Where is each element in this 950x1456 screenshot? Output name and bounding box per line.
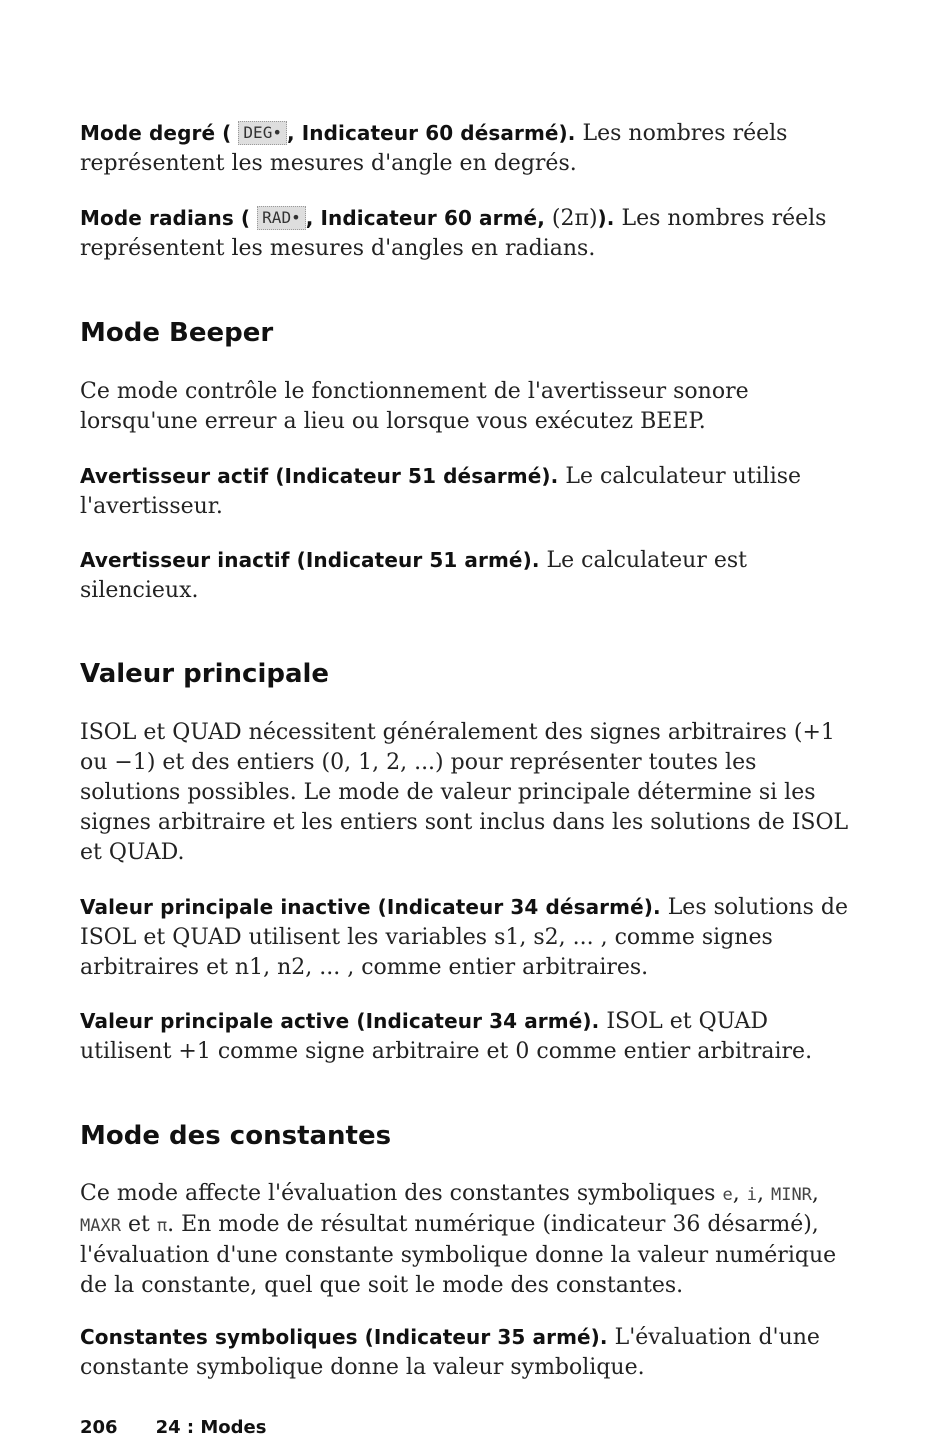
- constant-i: i: [746, 1185, 757, 1205]
- constants-intro-text-2: et: [127, 1212, 150, 1237]
- radians-mode-close: ).: [597, 206, 615, 230]
- radians-mode-paragraph: [80, 203, 860, 264]
- degree-mode-label: Mode degré (: [80, 121, 232, 145]
- principal-on-label: Valeur principale active (Indicateur 34 armé).: [80, 1009, 600, 1033]
- beeper-intro: Ce mode contrôle le fonctionnement de l'avertisseur sonore lorsqu'une erreur a lieu ou lorsque vous exécutez BEEP.: [80, 379, 749, 434]
- beeper-off-label: Avertisseur inactif (Indicateur 51 armé).: [80, 548, 540, 572]
- constants-sep-3: ,: [811, 1181, 819, 1206]
- degree-mode-paragraph: [80, 118, 860, 179]
- principal-intro: ISOL et QUAD nécessitent généralement des signes arbitraires (+1 ou −1) et des entiers (0, 1, 2, ...) pour représenter toutes les solutions possibles. Le mode de valeur principale détermine si les signes arbitraire et les entiers sont inclus dans les solutions de ISOL et QUAD.: [80, 720, 849, 865]
- page-number: 206: [80, 1417, 118, 1438]
- constant-pi: π: [156, 1216, 168, 1236]
- constants-intro-text-1: Ce mode affecte l'évaluation des constantes symboliques: [80, 1181, 716, 1206]
- principal-on-paragraph: [80, 1006, 860, 1067]
- radians-mode-label: Mode radians (: [80, 206, 251, 230]
- constants-intro-text-3: . En mode de résultat numérique (indicateur 36 désarmé), l'évaluation d'une constante symbolique donne la valeur numérique de la constante, quel que soit le mode des constantes.: [80, 1212, 837, 1298]
- constants-sep-2: ,: [756, 1181, 764, 1206]
- principal-off-text: Les solutions de ISOL et QUAD utilisent les variables s1, s2, ... , comme signes arbitraires et n1, n2, ... , comme entier arbitraires.: [80, 895, 849, 980]
- principal-on-text: ISOL et QUAD utilisent +1 comme signe arbitraire et 0 comme entier arbitraire.: [80, 1009, 813, 1064]
- constant-maxr: MAXR: [80, 1216, 121, 1236]
- constants-intro: [80, 1179, 860, 1301]
- deg-annunciator-key: DEG•: [238, 121, 287, 145]
- degree-mode-text: Les nombres réels représentent les mesures d'angle en degrés.: [80, 121, 788, 176]
- section-heading-principal: Valeur principale: [80, 659, 330, 689]
- beeper-off-text: Le calculateur est silencieux.: [80, 548, 747, 603]
- degree-mode-flag: , Indicateur 60 désarmé).: [286, 121, 576, 145]
- beeper-off-paragraph: [80, 545, 860, 606]
- beeper-on-paragraph: [80, 461, 860, 522]
- two-pi-symbol: (2π): [551, 206, 598, 231]
- rad-annunciator-key: RAD•: [257, 206, 306, 230]
- chapter-title: 24 : Modes: [155, 1417, 267, 1438]
- constants-sep-1: ,: [732, 1181, 740, 1206]
- radians-mode-text: Les nombres réels représentent les mesures d'angles en radians.: [80, 206, 827, 261]
- principal-off-paragraph: [80, 892, 860, 983]
- constant-minr: MINR: [770, 1185, 812, 1205]
- section-heading-beeper: Mode Beeper: [80, 318, 274, 348]
- principal-off-label: Valeur principale inactive (Indicateur 34 désarmé).: [80, 895, 661, 919]
- page-footer: [80, 1417, 266, 1438]
- constant-e: e: [722, 1185, 733, 1205]
- symbolic-constants-label: Constantes symboliques (Indicateur 35 armé).: [80, 1325, 608, 1349]
- symbolic-constants-text: L'évaluation d'une constante symbolique donne la valeur symbolique.: [80, 1325, 820, 1380]
- beeper-on-text: Le calculateur utilise l'avertisseur.: [80, 464, 802, 519]
- beeper-on-label: Avertisseur actif (Indicateur 51 désarmé).: [80, 464, 559, 488]
- section-heading-constants: Mode des constantes: [80, 1121, 392, 1151]
- radians-mode-flag: , Indicateur 60 armé,: [305, 206, 545, 230]
- symbolic-constants-paragraph: [80, 1322, 860, 1383]
